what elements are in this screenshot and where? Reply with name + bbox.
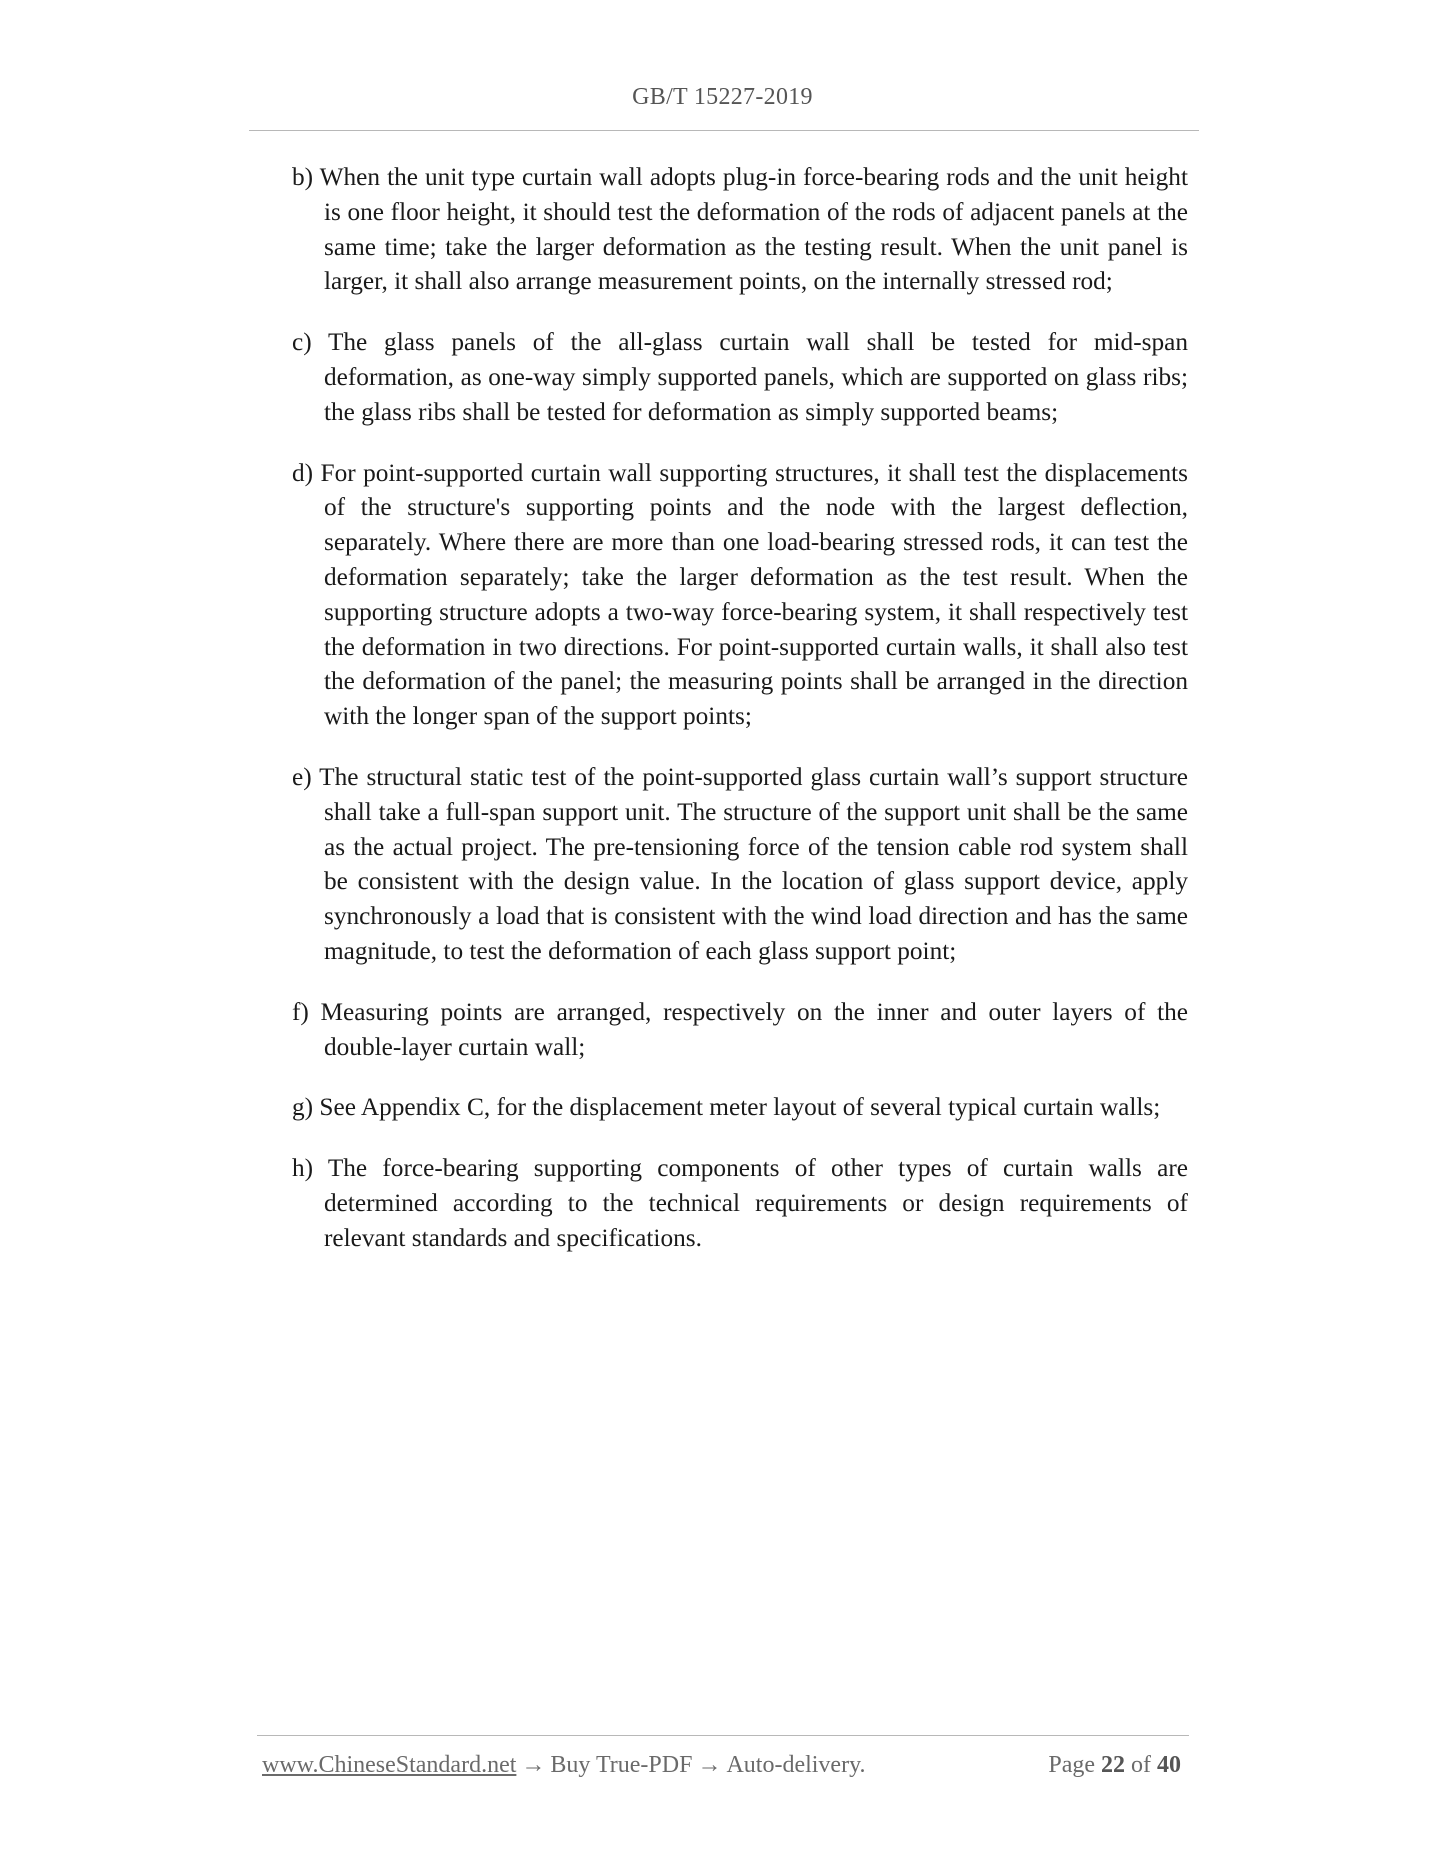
list-item-f: f) Measuring points are arranged, respectively on the inner and outer layers of the double-layer curtain wall;	[292, 997, 1188, 1061]
footer-divider	[257, 1735, 1189, 1736]
page-indicator	[1048, 1752, 1187, 1779]
page-total: 40	[1157, 1752, 1181, 1778]
list-item-b: b) When the unit type curtain wall adopts plug-in force-bearing rods and the unit height is one floor height, it should test the deformation of the rods of adjacent panels at the same time; take the larger deformation as the testing result. When the unit panel is larger, it shall also arrange measurement points, on the internally stressed rod;	[292, 163, 1188, 296]
footer-promo	[262, 1752, 866, 1779]
list-item-e: e) The structural static test of the point-supported glass curtain wall’s support structure shall take a full-span support unit. The structure of the support unit shall be the same as the actual project. The pre-tensioning force of the tension cable rod system shall be consistent with the design value. In the location of glass support device, apply synchronously a load that is consistent with the wind load direction and has the same magnitude, to test the deformation of each glass support point;	[292, 762, 1188, 965]
buy-true-pdf-text: Buy True-PDF	[550, 1752, 693, 1778]
arrow-right-icon: →	[697, 1752, 722, 1778]
page-current: 22	[1101, 1752, 1125, 1778]
arrow-right-icon: →	[521, 1752, 546, 1778]
page-header-standard-code: GB/T 15227-2019	[632, 84, 813, 110]
header-divider	[249, 130, 1199, 131]
page-label: Page	[1048, 1752, 1095, 1778]
list-item-h: h) The force-bearing supporting components of other types of curtain walls are determined according to the technical requirements or design requirements of relevant standards and specifications.	[292, 1154, 1188, 1252]
list-item-d: d) For point-supported curtain wall supporting structures, it shall test the displacements of the structure's supporting points and the node with the largest deflection, separately. Where there are more than one load-bearing stressed rods, it can test the deformation separately; take the larger deformation as the test result. When the supporting structure adopts a two-way force-bearing system, it shall respectively test the deformation in two directions. For point-supported curtain walls, it shall also test the deformation of the panel; the measuring points shall be arranged in the direction with the longer span of the support points;	[292, 458, 1188, 731]
auto-delivery-text: Auto-delivery.	[726, 1752, 866, 1778]
list-item-c: c) The glass panels of the all-glass curtain wall shall be tested for mid-span deformation, as one-way simply supported panels, which are supported on glass ribs; the glass ribs shall be tested for deformation as simply supported beams;	[292, 328, 1188, 426]
list-item-g: g) See Appendix C, for the displacement meter layout of several typical curtain walls;	[292, 1093, 1161, 1122]
page-of-label: of	[1131, 1752, 1151, 1778]
site-link[interactable]: www.ChineseStandard.net	[262, 1752, 517, 1778]
document-body	[292, 160, 1188, 1282]
